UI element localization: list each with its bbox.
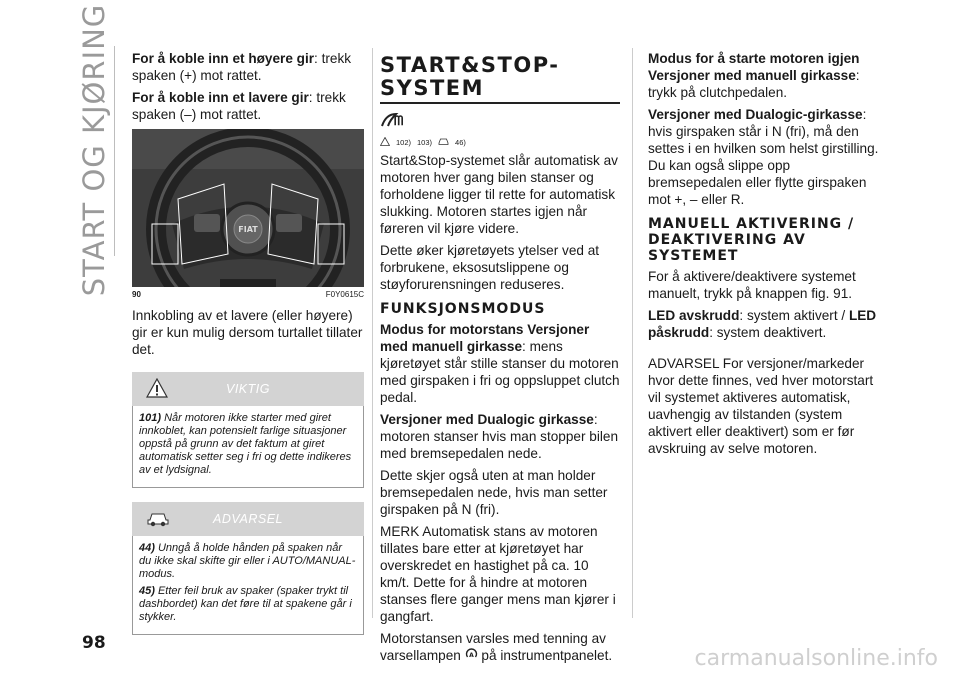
figure-code: F0Y0615C bbox=[325, 290, 364, 299]
led-on-label: LED påskrudd bbox=[648, 308, 877, 340]
viktig-text: Når motoren ikke starter med giret innkoblet, kan potensielt farlige situasjoner oppstå på grunn av det faktum at giret automatisk setter seg i fri og dette indikeres av et lydsignal. bbox=[139, 412, 352, 476]
column-divider-2 bbox=[632, 48, 633, 618]
gear-up-text: : trekk spaken (+) mot rattet. bbox=[132, 51, 352, 83]
paragraph-indicator bbox=[380, 630, 620, 665]
viktig-ref: 101) bbox=[139, 412, 162, 424]
restart-dualogic-text: : hvis girspaken står i N (fri), må den settes i en hvilken som helst girstilling. Du kan også slippe opp bremsepedalen eller flytte girspaken mot +, – eller R. bbox=[648, 107, 879, 207]
column-2 bbox=[380, 50, 620, 670]
paragraph-intro: Start&Stop-systemet slår automatisk av motoren hver gang bilen stanser og forholdene ligger til rette for automatisk slukking. Motoren startes igjen når føreren vil kjøre videre. bbox=[380, 153, 618, 236]
column-3 bbox=[648, 50, 880, 462]
column-1 bbox=[132, 50, 364, 635]
watermark: carmanualsonline.info bbox=[694, 646, 938, 671]
led-off-text: : system aktivert / bbox=[739, 308, 846, 323]
svg-text:A: A bbox=[468, 651, 474, 659]
paragraph-led-status bbox=[648, 307, 880, 341]
paragraph-benefits: Dette øker kjøretøyets ytelser ved at forbrukene, eksosutslippene og støyforurensningen reduseres. bbox=[380, 243, 600, 292]
eco-symbol-icon bbox=[380, 108, 620, 135]
viktig-box bbox=[132, 372, 364, 488]
gear-up-label: For å koble inn et høyere gir bbox=[132, 51, 315, 66]
paragraph-neutral: Dette skjer også uten at man holder bremsepedalen nede, hvis man setter girspaken på N (fri). bbox=[380, 468, 608, 517]
paragraph-restart-manual bbox=[648, 50, 880, 101]
advarsel-ref-1: 44) bbox=[139, 542, 155, 554]
advarsel-body bbox=[132, 536, 364, 635]
warning-triangle-icon bbox=[146, 378, 168, 403]
column-divider-1 bbox=[372, 48, 373, 618]
restart-dualogic-label: Versjoner med Dualogic-girkasse bbox=[648, 107, 863, 122]
car-warning-icon bbox=[438, 137, 449, 148]
ref-103: 103) bbox=[417, 138, 433, 147]
advarsel-title: ADVARSEL bbox=[212, 512, 283, 526]
advarsel-box bbox=[132, 502, 364, 635]
paragraph-gear-down bbox=[132, 89, 364, 123]
gear-down-label: For å koble inn et lavere gir bbox=[132, 90, 309, 105]
figure-number: 90 bbox=[132, 290, 141, 299]
stop-manual-label: Modus for motorstans Versjoner med manuell girkasse bbox=[380, 322, 590, 354]
svg-text:ᗰ: ᗰ bbox=[394, 114, 404, 129]
stop-manual-text: : mens kjøretøyet står stille stanser du motoren med girspaken i fri og oppsluppet clutch pedal. bbox=[380, 339, 620, 405]
paragraph-downshift: Innkobling av et lavere (eller høyere) gir er kun mulig dersom turtallet tillater det. bbox=[132, 308, 363, 357]
viktig-title: VIKTIG bbox=[226, 382, 270, 396]
section-heading-start-stop: START&STOP-SYSTEM bbox=[380, 54, 620, 104]
advarsel-ref-2: 45) bbox=[139, 585, 155, 597]
paragraph-restart-dualogic bbox=[648, 106, 880, 208]
start-stop-warning-lamp-icon bbox=[465, 648, 478, 665]
led-off-label: LED avskrudd bbox=[648, 308, 740, 323]
paragraph-gear-up bbox=[132, 50, 364, 84]
stop-dualogic-label: Versjoner med Dualogic girkasse bbox=[380, 412, 594, 427]
stop-dualogic-text: : motoren stanser hvis man stopper bilen med bremsepedalen nede. bbox=[380, 412, 619, 461]
viktig-body bbox=[132, 406, 364, 488]
viktig-header bbox=[132, 372, 364, 406]
restart-manual-text: : trykk på clutchpedalen. bbox=[648, 68, 860, 100]
ref-102: 102) bbox=[396, 138, 412, 147]
side-tab-label: START OG KJØRING bbox=[77, 3, 111, 297]
section-heading-manual-activation: MANUELL AKTIVERING / DEAKTIVERING AV SYSTEMET bbox=[648, 216, 855, 264]
reference-row bbox=[380, 137, 620, 148]
indicator-text-b: på instrumentpanelet. bbox=[481, 648, 613, 663]
warning-triangle-icon bbox=[380, 137, 390, 148]
page-number: 98 bbox=[82, 633, 106, 653]
figure-caption bbox=[132, 290, 364, 299]
gear-down-text: : trekk spaken (–) mot rattet. bbox=[132, 90, 346, 122]
section-heading-funksjonsmodus: FUNKSJONSMODUS bbox=[380, 301, 546, 317]
advarsel-text-1: Unngå å holde hånden på spaken når du ikke skal skifte gir eller i AUTO/MANUAL-modus. bbox=[139, 542, 356, 580]
paragraph-note: MERK Automatisk stans av motoren tillates bare etter at kjøretøyet har overskredet en hastighet på ca. 10 km/t. Dette for å hindre at motoren stanses flere ganger mens man kjører i gangfart. bbox=[380, 524, 616, 624]
led-on-text: : system deaktivert. bbox=[709, 325, 827, 340]
restart-manual-label: Modus for å starte motoren igjen Versjoner med manuell girkasse bbox=[648, 51, 860, 83]
paragraph-activate: For å aktivere/deaktivere systemet manuelt, trykk på knappen fig. 91. bbox=[648, 269, 856, 301]
side-tab bbox=[76, 3, 112, 297]
advarsel-header bbox=[132, 502, 364, 536]
steering-wheel-illustration bbox=[132, 129, 364, 287]
indicator-text-a: Motorstansen varsles med tenning av varsellampen bbox=[380, 631, 606, 663]
paragraph-stop-manual bbox=[380, 321, 620, 406]
paragraph-stop-dualogic bbox=[380, 411, 620, 462]
paragraph-warning-auto: ADVARSEL For versjoner/markeder hvor dette finnes, ved hver motorstart vil systemet aktiveres automatisk, uavhengig av tilstanden (system aktivert eller deaktivert) som er før avskruing av selve motoren. bbox=[648, 356, 874, 456]
side-divider bbox=[114, 46, 115, 256]
steering-wheel-figure bbox=[132, 129, 364, 287]
car-warning-icon bbox=[146, 508, 170, 533]
ref-46: 46) bbox=[455, 138, 466, 147]
advarsel-text-2: Etter feil bruk av spaker (spaker trykt til dashbordet) kan det føre til at spakene går i stykker. bbox=[139, 585, 352, 623]
svg-text:FIAT: FIAT bbox=[238, 225, 258, 234]
